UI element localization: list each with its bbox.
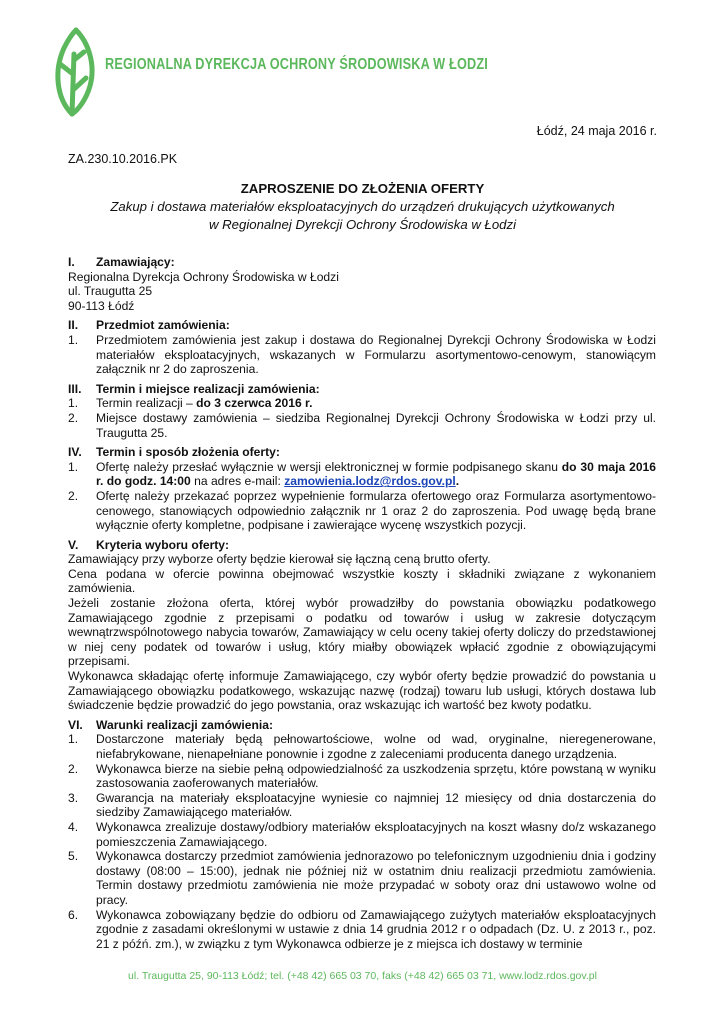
list-item: 2. Ofertę należy przekazać poprzez wypełnienie formularza ofertowego oraz Formularza asortymentowo-cenowego, stanowiących odpowiednio załącznik nr 1 oraz 2 do zaproszenia. Pod uwagę będą brane wyłącznie oferty kompletne, podpisane i zawierające wycenę wszystkich pozycji. bbox=[68, 488, 656, 533]
document-date: Łódź, 24 maja 2016 r. bbox=[536, 124, 657, 138]
list-item: 1. Przedmiotem zamówienia jest zakup i dostawa do Regionalnej Dyrekcji Ochrony Środowiska w Łodzi materiałów eksploatacyjnych, wskazanych w Formularzu asortymentowo-cenowym, stanowiącym załącznik nr 2 do zaproszenia. bbox=[68, 332, 656, 377]
email-link[interactable]: zamowienia.lodz@rdos.gov.pl bbox=[284, 474, 456, 489]
paragraph: Cena podana w ofercie powinna obejmować wszystkie koszty i składniki związane z wykonaniem zamówienia. bbox=[68, 566, 656, 596]
document-subtitle-line1: Zakup i dostawa materiałów eksploatacyjnych do urządzeń drukujących użytkowanych bbox=[110, 199, 615, 214]
list-item: 3. Gwarancja na materiały eksploatacyjne wyniesie co najmniej 12 miesięcy od dnia dostarczenia do siedziby Zamawiającego materiałów. bbox=[68, 790, 656, 820]
footer-contact: ul. Traugutta 25, 90-113 Łódź; tel. (+48 42) 665 03 70, faks (+48 42) 665 03 71, www.lodz.rdos.gov.pl bbox=[128, 970, 597, 982]
ordering-party-city: 90-113 Łódź bbox=[68, 298, 135, 313]
ordering-party-street: ul. Traugutta 25 bbox=[68, 284, 153, 299]
organization-name: REGIONALNA DYREKCJA OCHRONY ŚRODOWISKA W ŁODZI bbox=[105, 56, 488, 73]
paragraph: Wykonawca składając ofertę informuje Zamawiającego, czy wybór oferty będzie prowadzić do powstania u Zamawiającego obowiązku podatkowego, wskazując nazwę (rodzaj) towaru lub usługi, których dostawa lub świadczenie będzie prowadzić do jego powstania, oraz wskazując ich wartość bez kwoty podatku. bbox=[68, 669, 656, 713]
document-body bbox=[68, 250, 656, 951]
list-item: 6. Wykonawca zobowiązany będzie do odbioru od Zamawiającego zużytych materiałów eksploatacyjnych zgodnie z zasadami określonymi w ustawie z dnia 14 grudnia 2012 r o odpadach (Dz. U. z 2013 r., poz. 21 z późń. zm.), w związku z tym Wykonawca odbierze je z miejsca ich dostawy w terminie bbox=[68, 907, 656, 951]
list-item: 1. Termin realizacji – do 3 czerwca 2016 r. bbox=[68, 396, 313, 411]
document-subtitle-line2: w Regionalnej Dyrekcji Ochrony Środowiska w Łodzi bbox=[208, 217, 517, 232]
list-item: 4. Wykonawca zrealizuje dostawy/odbiory materiałów eksploatacyjnych na koszt własny do/z wskazanego pomieszczenia Zamawiającego. bbox=[68, 819, 656, 849]
paragraph: Jeżeli zostanie złożona oferta, której wybór prowadziłby do powstania obowiązku podatkowego Zamawiającego zgodnie z przepisami o podatku od towarów i usług w zakresie dotyczącym wewnątrzwspólnotowego nabycia towarów, Zamawiający w celu oceny takiej oferty doliczy do przedstawionej w niej ceny podatek od towarów i usług, który miałby obowiązek wpłacić zgodnie z obowiązującymi przepisami. bbox=[68, 596, 656, 669]
ordering-party-name: Regionalna Dyrekcja Ochrony Środowiska w Łodzi bbox=[68, 269, 339, 284]
list-item: 2. Miejsce dostawy zamówienia – siedziba Regionalnej Dyrekcji Ochrony Środowiska w Łodzi przy ul. Traugutta 25. bbox=[68, 410, 656, 440]
section-4-heading: IV. Termin i sposób złożenia oferty: bbox=[68, 445, 280, 460]
section-1-heading: I. Zamawiający: bbox=[68, 255, 175, 269]
section-6-heading: VI. Warunki realizacji zamówienia: bbox=[68, 717, 273, 732]
section-3-heading: III. Termin i miejsce realizacji zamówienia: bbox=[68, 381, 320, 396]
document-title: ZAPROSZENIE DO ZŁOŻENIA OFERTY bbox=[240, 181, 485, 196]
list-item: 2. Wykonawca bierze na siebie pełną odpowiedzialność za uszkodzenia sprzętu, które powstaną w wyniku zastosowania zaoferowanych materiałów. bbox=[68, 761, 656, 791]
list-item: 1. Ofertę należy przesłać wyłącznie w wersji elektronicznej w formie podpisanego skanu do 30 maja 2016 r. do godz. 14:00 na adres e-mail: zamowienia.lodz@rdos.gov.pl. bbox=[68, 459, 656, 489]
list-item: 5. Wykonawca dostarczy przedmiot zamówienia jednorazowo po telefonicznym uzgodnieniu dnia i godziny dostawy (08:00 – 15:00), jednak nie później niż w ostatnim dniu realizacji przedmiotu zamówienia. Termin dostawy przedmiotu zamówienia nie może przypadać w soboty oraz dni ustawowo wolne od pracy. bbox=[68, 849, 656, 907]
section-5-heading: V. Kryteria wyboru oferty: bbox=[68, 537, 230, 552]
section-2-heading: II. Przedmiot zamówienia: bbox=[68, 318, 230, 333]
reference-number: ZA.230.10.2016.PK bbox=[68, 152, 178, 166]
paragraph: Zamawiający przy wyborze oferty będzie kierował się łączną ceną brutto oferty. bbox=[68, 552, 491, 567]
list-item: 1. Dostarczone materiały będą pełnowartościowe, wolne od wad, oryginalne, nieregenerowane, niefabrykowane, nienapełniane ponownie i zgodne z zaleceniami producenta danego urządzenia. bbox=[68, 732, 656, 761]
leaf-logo-icon bbox=[50, 26, 100, 118]
document-title-block bbox=[0, 180, 725, 234]
